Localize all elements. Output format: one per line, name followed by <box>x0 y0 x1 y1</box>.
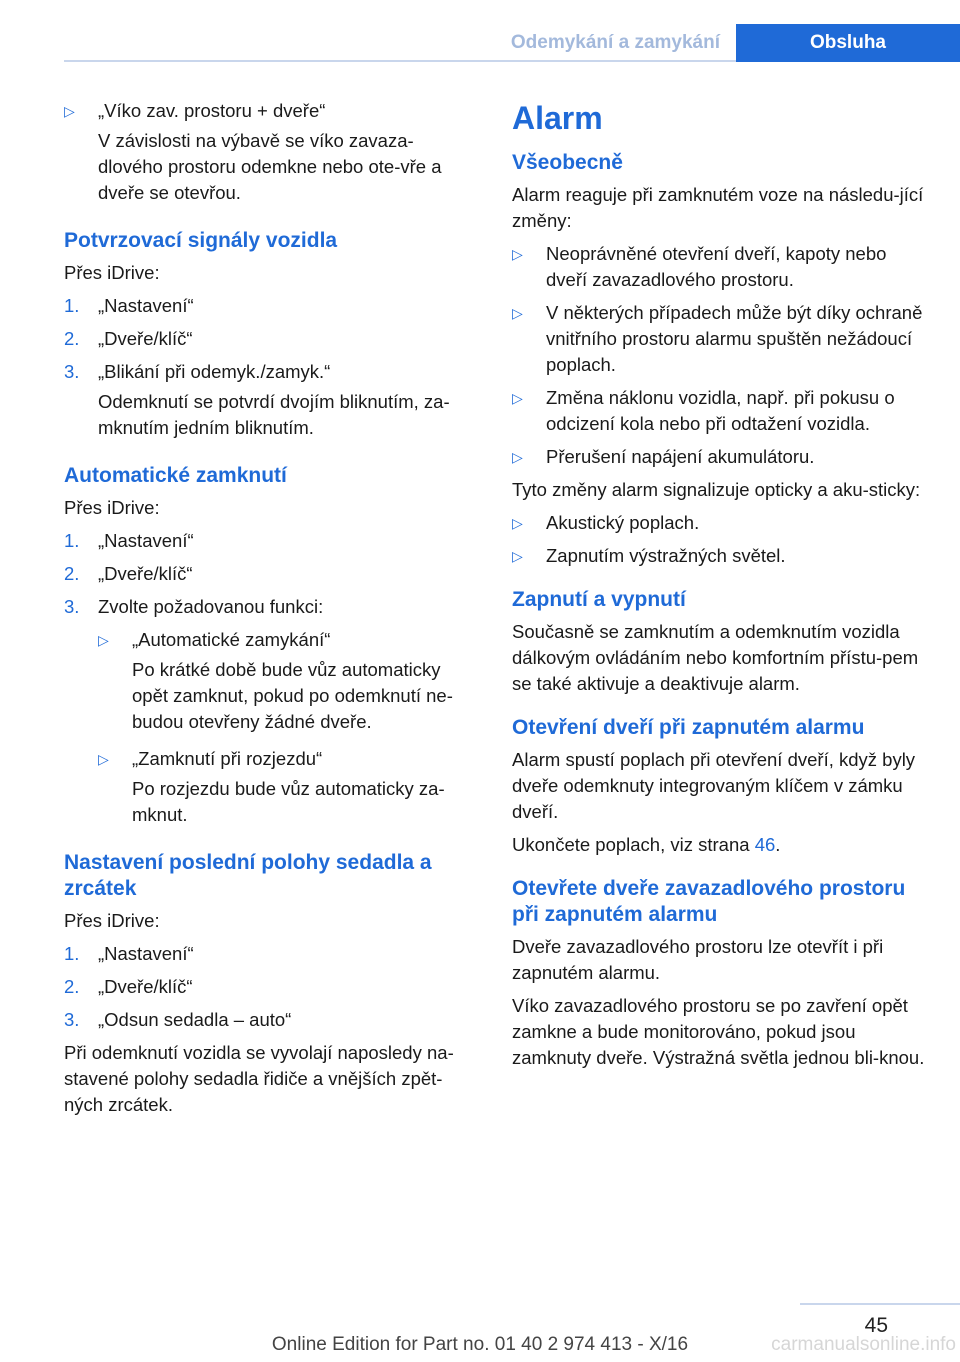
bullet-item <box>512 241 926 293</box>
option-text: Po krátké době bude vůz automaticky opět zamknut, pokud po odemknutí ne-budou otevřeny žádné dveře. <box>132 659 453 732</box>
body-text: Dveře zavazadlového prostoru lze otevřít i při zapnutém alarmu. <box>512 936 884 983</box>
body-text-end-alarm <box>512 832 926 858</box>
end-alarm-suffix: . <box>775 834 781 855</box>
option-title: „Víko zav. prostoru + dveře“ <box>98 100 326 121</box>
step-item <box>64 359 478 445</box>
step-number: 1. <box>64 295 80 316</box>
step-item <box>64 561 478 587</box>
bullet-text: V některých případech může být díky ochraně vnitřního prostoru alarmu spuštěn nežádoucí poplach. <box>546 302 923 375</box>
page-number: 45 <box>864 1314 888 1337</box>
step-number: 2. <box>64 563 80 584</box>
step-item <box>64 326 478 352</box>
chapter-tab: Obsluha <box>736 24 960 62</box>
right-column <box>512 98 926 1078</box>
step-number: 3. <box>64 1009 80 1030</box>
page-number-rule <box>800 1303 960 1305</box>
option-item <box>98 627 478 739</box>
page-link[interactable]: 46 <box>754 834 776 855</box>
triangle-bullet-icon: ▷ <box>512 246 523 262</box>
step-text: Zvolte požadovanou funkci: <box>98 596 324 617</box>
triangle-bullet-icon: ▷ <box>512 449 523 465</box>
step-text: „Nastavení“ <box>98 295 194 316</box>
bullet-item <box>512 510 926 536</box>
option-text: Po rozjezdu bude vůz automaticky za-mknut. <box>132 778 445 825</box>
triangle-bullet-icon: ▷ <box>512 548 523 564</box>
end-alarm-prefix: Ukončete poplach, viz strana <box>512 834 755 855</box>
triangle-bullet-icon: ▷ <box>512 515 523 531</box>
step-number: 1. <box>64 943 80 964</box>
option-title: „Automatické zamykání“ <box>132 629 331 650</box>
watermark: carmanualsonline.info <box>771 1334 956 1355</box>
triangle-bullet-icon: ▷ <box>64 103 75 119</box>
step-text: „Blikání při odemyk./zamyk.“ <box>98 361 331 382</box>
heading-confirmation-signals: Potvrzovací signály vozidla <box>64 229 338 252</box>
step-text: „Dveře/klíč“ <box>98 328 193 349</box>
outro-text: Při odemknutí vozidla se vyvolají naposledy na-stavené polohy sedadla řidiče a vnějších zpět-ných zrcátek. <box>64 1042 454 1115</box>
option-item <box>98 746 478 832</box>
body-text: Současně se zamknutím a odemknutím vozidla dálkovým ovládáním nebo komfortním přístu-pem se také aktivuje a deaktivuje alarm. <box>512 621 919 694</box>
section-title: Odemykání a zamykání <box>510 32 720 53</box>
body-text: Alarm spustí poplach při otevření dveří, když byly dveře odemknuty integrovaným klíčem v zámku dveří. <box>512 749 916 822</box>
option-text: V závislosti na výbavě se víko zavaza-dlového prostoru odemkne nebo ote-vře a dveře se otevřou. <box>98 130 442 203</box>
step-number: 2. <box>64 976 80 997</box>
heading-door-opening: Otevření dveří při zapnutém alarmu <box>512 716 865 739</box>
step-number: 2. <box>64 328 80 349</box>
step-item <box>64 528 478 554</box>
step-text: „Dveře/klíč“ <box>98 563 193 584</box>
left-column <box>64 98 478 1125</box>
body-text: Tyto změny alarm signalizuje opticky a aku-sticky: <box>512 479 921 500</box>
triangle-bullet-icon: ▷ <box>98 751 109 767</box>
body-text: Víko zavazadlového prostoru se po zavření opět zamkne a bude monitorováno, pokud jsou zamknuty dveře. Výstražná světla jednou bli-knou. <box>512 995 925 1068</box>
heading-trunk-opening: Otevřete dveře zavazadlového prostoru při zapnutém alarmu <box>512 877 906 926</box>
step-text: „Dveře/klíč“ <box>98 976 193 997</box>
step-number: 3. <box>64 361 80 382</box>
triangle-bullet-icon: ▷ <box>512 390 523 406</box>
step-text: „Nastavení“ <box>98 943 194 964</box>
step-item <box>64 594 478 620</box>
step-item <box>64 293 478 319</box>
step-text: „Odsun sedadla – auto“ <box>98 1009 292 1030</box>
heading-on-off: Zapnutí a vypnutí <box>512 588 686 611</box>
triangle-bullet-icon: ▷ <box>512 305 523 321</box>
body-text: Alarm reaguje při zamknutém voze na následu-jící změny: <box>512 184 924 231</box>
bullet-text: Přerušení napájení akumulátoru. <box>546 446 815 467</box>
intro-text: Přes iDrive: <box>64 497 160 518</box>
option-title: „Zamknutí při rozjezdu“ <box>132 748 323 769</box>
bullet-item <box>512 444 926 470</box>
bullet-item <box>512 300 926 378</box>
triangle-bullet-icon: ▷ <box>98 632 109 648</box>
bullet-text: Neoprávněné otevření dveří, kapoty nebo dveří zavazadlového prostoru. <box>546 243 887 290</box>
heading-seat-mirror-position: Nastavení poslední polohy sedadla a zrcátek <box>64 851 432 900</box>
step-text: „Nastavení“ <box>98 530 194 551</box>
intro-text: Přes iDrive: <box>64 910 160 931</box>
edition-footer: Online Edition for Part no. 01 40 2 974 413 - X/16 <box>271 1334 689 1355</box>
step-item <box>64 1007 478 1033</box>
intro-text: Přes iDrive: <box>64 262 160 283</box>
list-item <box>64 98 478 210</box>
page-title: Alarm <box>512 100 603 136</box>
bullet-item <box>512 385 926 437</box>
step-number: 3. <box>64 596 80 617</box>
bullet-item <box>512 543 926 569</box>
step-item <box>64 941 478 967</box>
step-item <box>64 974 478 1000</box>
page-header <box>0 0 960 62</box>
heading-general: Všeobecně <box>512 151 623 174</box>
bullet-text: Akustický poplach. <box>546 512 700 533</box>
heading-automatic-locking: Automatické zamknutí <box>64 464 287 487</box>
step-number: 1. <box>64 530 80 551</box>
bullet-text: Zapnutím výstražných světel. <box>546 545 786 566</box>
step-note: Odemknutí se potvrdí dvojím bliknutím, za-mknutím jedním bliknutím. <box>98 391 450 438</box>
bullet-text: Změna náklonu vozidla, např. při pokusu o odcizení kola nebo při odtažení vozidla. <box>546 387 895 434</box>
